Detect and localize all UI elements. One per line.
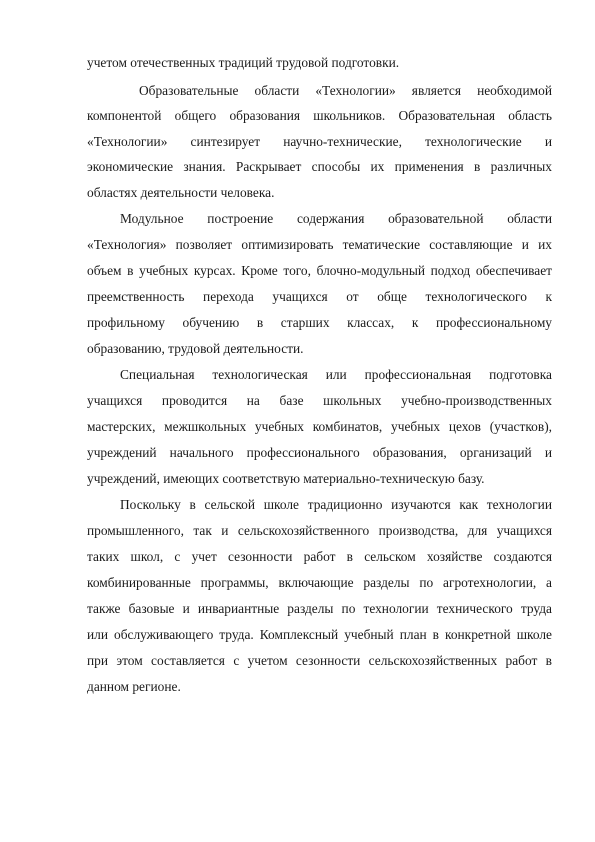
text-line: преемственность перехода учащихся от обще технологического к bbox=[87, 289, 552, 304]
text-line: также базовые и инвариантные разделы по технологии технического труда bbox=[87, 601, 552, 616]
text-line: «Технология» позволяет оптимизировать тематические составляющие и их bbox=[87, 237, 552, 252]
text-line: учащихся проводится на базе школьных учебно-производственных bbox=[87, 393, 552, 408]
text-line: учреждений, имеющих соответствую материально-техническую базу. bbox=[87, 471, 485, 486]
text-line: комбинированные программы, включающие разделы по агротехнологии, а bbox=[87, 575, 552, 590]
text-line: экономические знания. Раскрывает способы их применения в различных bbox=[87, 159, 552, 174]
text-line: компонентой общего образования школьников. Образовательная область bbox=[87, 108, 552, 123]
text-line: Образовательные области «Технологии» является необходимой bbox=[139, 83, 552, 98]
text-line: образованию, трудовой деятельности. bbox=[87, 341, 304, 356]
text-line: таких школ, с учет сезонности работ в сельском хозяйстве создаются bbox=[87, 549, 552, 564]
text-line: учреждений начального профессионального образования, организаций и bbox=[87, 445, 552, 460]
text-line: областях деятельности человека. bbox=[87, 185, 275, 200]
text-line: Модульное построение содержания образовательной области bbox=[120, 211, 552, 226]
text-line: при этом составляется с учетом сезонности сельскохозяйственных работ в bbox=[87, 653, 552, 668]
text-line: или обслуживающего труда. Комплексный учебный план в конкретной школе bbox=[87, 627, 552, 642]
text-line: «Технологии» синтезирует научно-технические, технологические и bbox=[87, 134, 552, 149]
text-line: Специальная технологическая или профессиональная подготовка bbox=[120, 367, 552, 382]
text-line: учетом отечественных традиций трудовой подготовки. bbox=[87, 55, 400, 70]
text-line: Поскольку в сельской школе традиционно изучаются как технологии bbox=[120, 497, 552, 512]
text-line: промышленного, так и сельскохозяйственного производства, для учащихся bbox=[87, 523, 552, 538]
text-line: мастерских, межшкольных учебных комбинатов, учебных цехов (участков), bbox=[87, 419, 552, 434]
text-line: объем в учебных курсах. Кроме того, блочно-модульный подход обеспечивает bbox=[87, 263, 552, 278]
text-line: данном регионе. bbox=[87, 679, 181, 694]
text-line: профильному обучению в старших классах, к профессиональному bbox=[87, 315, 552, 330]
